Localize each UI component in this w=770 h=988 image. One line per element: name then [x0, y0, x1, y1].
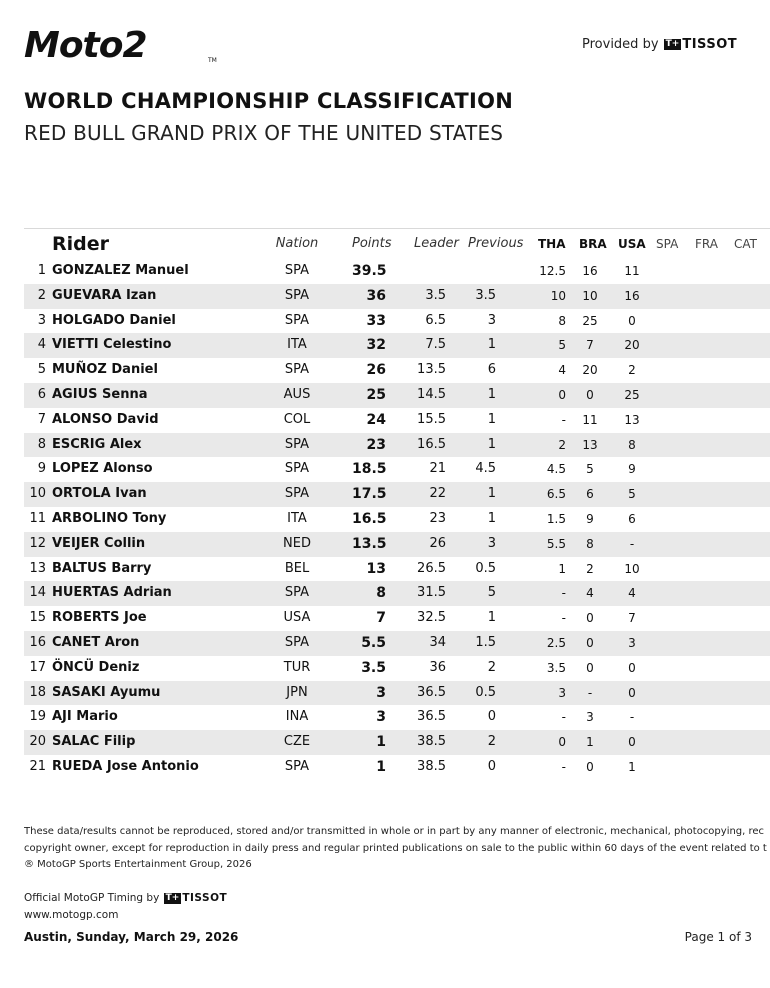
position: 8: [37, 436, 46, 452]
gap-to-previous: 6: [487, 362, 496, 378]
page-number: Page 1 of 3: [684, 930, 752, 944]
race-points-bra: 8: [586, 536, 594, 551]
race-points-bra: 16: [582, 264, 598, 278]
race-points-bra: 0: [586, 611, 594, 626]
race-points-usa: 13: [624, 412, 640, 427]
race-points-tha: 12.5: [539, 264, 566, 278]
position: 2: [37, 287, 46, 303]
gap-to-previous: 1: [487, 386, 496, 402]
race-points-bra: 20: [582, 363, 598, 378]
race-points-usa: 0: [628, 313, 636, 328]
header-race-usa: USA: [618, 237, 646, 251]
gap-to-leader: 16.5: [417, 436, 446, 452]
table-row: [24, 333, 770, 358]
points: 3: [376, 709, 386, 726]
position: 4: [37, 337, 46, 353]
race-points-bra: 11: [582, 412, 598, 427]
position: 3: [37, 312, 46, 328]
position: 12: [29, 535, 46, 551]
rider-name: ÖNCÜ Deniz: [52, 659, 140, 675]
tissot-logo-text: TISSOT: [682, 37, 738, 52]
rider-name: ALONSO David: [52, 411, 159, 427]
gap-to-previous: 2: [487, 659, 496, 675]
table-row: [24, 581, 770, 606]
position: 7: [37, 411, 46, 427]
points: 18.5: [352, 461, 387, 478]
nation: ITA: [287, 337, 307, 353]
race-points-tha: 1: [558, 561, 566, 576]
svg-text:TM: TM: [208, 57, 217, 64]
rider-name: HUERTAS Adrian: [52, 585, 172, 601]
official-timing-label: Official MotoGP Timing by: [24, 892, 160, 904]
points: 13: [366, 560, 386, 577]
gap-to-previous: 0.5: [475, 560, 496, 576]
position: 19: [29, 709, 46, 725]
rider-name: VEIJER Collin: [52, 535, 146, 551]
points: 8: [376, 585, 386, 602]
table-header: [24, 228, 770, 259]
race-points-bra: 4: [586, 586, 594, 601]
position: 15: [29, 610, 46, 626]
position: 13: [29, 560, 46, 576]
position: 20: [29, 734, 46, 750]
rider-name: GUEVARA Izan: [52, 287, 157, 303]
tissot-logo-mark: T+: [165, 892, 180, 903]
rider-name: SASAKI Ayumu: [52, 684, 161, 700]
header-nation: Nation: [275, 236, 319, 251]
race-points-usa: 11: [624, 264, 640, 278]
points: 24: [366, 411, 386, 428]
position: 5: [37, 362, 46, 378]
points: 3: [376, 684, 386, 701]
rider-name: ARBOLINO Tony: [52, 510, 167, 526]
race-points-usa: -: [629, 536, 635, 551]
points: 3.5: [361, 659, 386, 676]
points: 25: [366, 386, 386, 403]
position: 21: [29, 758, 46, 774]
table-row: [24, 309, 770, 334]
race-points-tha: 2.5: [546, 635, 566, 650]
race-points-usa: 9: [628, 462, 636, 477]
race-points-tha: -: [561, 759, 566, 774]
race-points-tha: -: [561, 710, 566, 725]
nation: SPA: [284, 312, 310, 328]
points: 17.5: [352, 486, 387, 503]
race-points-bra: 0: [586, 759, 594, 774]
position: 10: [29, 486, 46, 502]
position: 18: [29, 684, 46, 700]
race-points-usa: 3: [628, 635, 636, 650]
race-points-usa: 25: [624, 387, 640, 402]
rider-name: BALTUS Barry: [52, 560, 152, 576]
page-title: WORLD CHAMPIONSHIP CLASSIFICATION: [24, 89, 514, 113]
provided-by: [582, 37, 737, 52]
race-points-bra: 25: [582, 313, 598, 328]
race-points-usa: 16: [624, 288, 640, 303]
gap-to-leader: 13.5: [417, 362, 446, 378]
gap-to-leader: 36.5: [417, 684, 446, 700]
svg-text:Moto2: Moto2: [24, 26, 147, 64]
race-points-tha: 8: [558, 313, 566, 328]
nation: ITA: [287, 510, 307, 526]
official-timing: [24, 892, 227, 904]
table-row: [24, 656, 770, 681]
points: 16.5: [352, 510, 387, 527]
nation: JPN: [286, 684, 308, 700]
race-points-usa: -: [629, 710, 635, 725]
table-row: [24, 433, 770, 458]
race-points-bra: 0: [586, 635, 594, 650]
points: 36: [366, 287, 386, 304]
rider-name: VIETTI Celestino: [52, 337, 172, 353]
table-row: [24, 383, 770, 408]
race-points-bra: 7: [586, 338, 594, 353]
nation: COL: [283, 411, 311, 427]
nation: SPA: [284, 362, 310, 378]
nation: CZE: [283, 734, 311, 750]
nation: USA: [283, 610, 311, 626]
points: 39.5: [352, 263, 387, 279]
race-points-tha: -: [561, 586, 566, 601]
points: 26: [366, 362, 386, 379]
race-points-tha: 3.5: [546, 660, 566, 675]
table-row: [24, 681, 770, 706]
gap-to-leader: 34: [429, 634, 446, 650]
gap-to-previous: 4.5: [475, 461, 496, 477]
gap-to-leader: 26: [429, 535, 446, 551]
gap-to-previous: 0: [487, 758, 496, 774]
gap-to-leader: 14.5: [417, 386, 446, 402]
table-row: [24, 532, 770, 557]
rider-name: MUÑOZ Daniel: [52, 362, 158, 378]
points: 1: [376, 758, 386, 775]
gap-to-leader: 22: [429, 486, 446, 502]
gap-to-previous: 1: [487, 510, 496, 526]
race-points-tha: 1.5: [546, 511, 566, 526]
nation: NED: [283, 535, 311, 551]
race-points-usa: 4: [628, 586, 636, 601]
header-rider: Rider: [52, 233, 109, 255]
table-row: [24, 507, 770, 532]
race-points-usa: 8: [628, 437, 636, 452]
rider-name: LOPEZ Alonso: [52, 461, 153, 477]
nation: SPA: [284, 634, 310, 650]
race-points-bra: -: [587, 685, 593, 700]
race-points-tha: -: [561, 611, 566, 626]
rider-name: ROBERTS Joe: [52, 610, 147, 626]
header-race-bra: BRA: [579, 237, 607, 251]
race-points-tha: 4: [558, 363, 566, 378]
position: 16: [29, 634, 46, 650]
moto2-logo: [24, 26, 220, 64]
gap-to-previous: 3: [487, 312, 496, 328]
rider-name: ESCRIG Alex: [52, 436, 142, 452]
gap-to-previous: 3.5: [475, 287, 496, 303]
race-points-usa: 7: [628, 611, 636, 626]
gap-to-previous: 0.5: [475, 684, 496, 700]
event-date: Austin, Sunday, March 29, 2026: [24, 930, 239, 944]
header-points: Points: [352, 236, 392, 251]
race-points-bra: 9: [586, 511, 594, 526]
race-points-bra: 2: [586, 561, 594, 576]
table-row: [24, 557, 770, 582]
table-row: [24, 284, 770, 309]
nation: SPA: [284, 585, 310, 601]
disclaimer: [24, 824, 770, 874]
rider-name: GONZALEZ Manuel: [52, 263, 189, 278]
race-points-usa: 6: [628, 511, 636, 526]
gap-to-previous: 1.5: [475, 634, 496, 650]
race-points-usa: 0: [628, 685, 636, 700]
website-link[interactable]: www.motogp.com: [24, 909, 119, 921]
header-previous: Previous: [468, 236, 524, 251]
race-points-bra: 0: [586, 660, 594, 675]
copyright-line: ® MotoGP Sports Entertainment Group, 2026: [24, 859, 252, 870]
race-points-bra: 10: [582, 288, 598, 303]
gap-to-previous: 1: [487, 337, 496, 353]
nation: INA: [285, 709, 309, 725]
rider-name: RUEDA Jose Antonio: [52, 758, 199, 774]
gap-to-leader: 23: [429, 510, 446, 526]
race-points-tha: 10: [550, 288, 566, 303]
race-points-bra: 1: [586, 735, 594, 750]
gap-to-leader: 6.5: [425, 312, 446, 328]
race-points-tha: 5.5: [546, 536, 566, 551]
nation: SPA: [284, 287, 310, 303]
nation: SPA: [284, 436, 310, 452]
table-row: [24, 358, 770, 383]
classification-table: [24, 228, 770, 780]
table-row: [24, 606, 770, 631]
gap-to-previous: 1: [487, 486, 496, 502]
race-points-bra: 13: [582, 437, 598, 452]
race-points-tha: -: [561, 412, 566, 427]
rider-name: SALAC Filip: [52, 734, 136, 750]
points: 32: [366, 337, 386, 354]
race-points-bra: 6: [586, 487, 594, 502]
header-race-fra: FRA: [695, 237, 718, 251]
gap-to-leader: 36.5: [417, 709, 446, 725]
header-race-tha: THA: [538, 237, 566, 251]
race-points-usa: 10: [624, 561, 640, 576]
rider-name: ORTOLA Ivan: [52, 486, 147, 502]
tissot-logo-mark: T+: [665, 39, 680, 49]
gap-to-leader: 21: [429, 461, 446, 477]
points: 7: [376, 610, 386, 627]
rider-name: AJI Mario: [52, 709, 118, 725]
disclaimer-line: copyright owner, except for reproduction in daily press and regular printed publications on sale to the public within 60 days of the event related to t: [24, 842, 767, 854]
table-body: [24, 259, 770, 780]
race-points-tha: 0: [558, 735, 566, 750]
gap-to-leader: 15.5: [417, 411, 446, 427]
header-race-cat: CAT: [734, 237, 757, 251]
disclaimer-line: These data/results cannot be reproduced, stored and/or transmitted in whole or in part by any manner of electronic, mechanical, photocopying, rec: [24, 826, 765, 837]
rider-name: CANET Aron: [52, 634, 140, 650]
nation: SPA: [284, 263, 310, 278]
table-row: [24, 755, 770, 780]
gap-to-leader: 26.5: [417, 560, 446, 576]
position: 9: [37, 461, 46, 477]
race-points-usa: 0: [628, 660, 636, 675]
header-leader: Leader: [414, 236, 459, 251]
gap-to-leader: 38.5: [417, 758, 446, 774]
nation: BEL: [284, 560, 310, 576]
gap-to-previous: 0: [487, 709, 496, 725]
table-row: [24, 408, 770, 433]
table-row: [24, 730, 770, 755]
race-points-tha: 4.5: [546, 462, 566, 477]
race-points-tha: 2: [558, 437, 566, 452]
gap-to-leader: 3.5: [425, 287, 446, 303]
table-row: [24, 631, 770, 656]
gap-to-leader: 31.5: [417, 585, 446, 601]
race-points-tha: 0: [558, 387, 566, 402]
nation: SPA: [284, 486, 310, 502]
gap-to-leader: 7.5: [425, 337, 446, 353]
gap-to-previous: 3: [487, 535, 496, 551]
gap-to-previous: 1: [487, 610, 496, 626]
tissot-logo-text: TISSOT: [182, 892, 228, 904]
provided-by-label: Provided by: [582, 37, 659, 52]
rider-name: AGIUS Senna: [52, 386, 148, 402]
nation: SPA: [284, 461, 310, 477]
nation: TUR: [283, 659, 311, 675]
table-row: [24, 259, 770, 284]
points: 23: [366, 436, 386, 453]
gap-to-leader: 38.5: [417, 734, 446, 750]
race-points-usa: 1: [628, 759, 636, 774]
position: 14: [29, 585, 46, 601]
gap-to-leader: 32.5: [417, 610, 446, 626]
points: 13.5: [352, 535, 387, 552]
race-points-usa: 20: [624, 338, 640, 353]
race-points-tha: 3: [558, 685, 566, 700]
event-subtitle: RED BULL GRAND PRIX OF THE UNITED STATES: [24, 121, 504, 145]
table-row: [24, 482, 770, 507]
table-row: [24, 457, 770, 482]
race-points-tha: 6.5: [546, 487, 566, 502]
position: 6: [37, 386, 46, 402]
gap-to-previous: 1: [487, 411, 496, 427]
nation: AUS: [283, 386, 311, 402]
race-points-usa: 0: [628, 735, 636, 750]
race-points-bra: 0: [586, 387, 594, 402]
nation: SPA: [284, 758, 310, 774]
table-row: [24, 705, 770, 730]
points: 33: [366, 312, 386, 329]
points: 1: [376, 734, 386, 751]
gap-to-previous: 2: [487, 734, 496, 750]
race-points-usa: 2: [628, 363, 636, 378]
gap-to-previous: 5: [487, 585, 496, 601]
position: 1: [37, 263, 46, 278]
gap-to-leader: 36: [429, 659, 446, 675]
race-points-tha: 5: [558, 338, 566, 353]
header-race-spa: SPA: [656, 237, 679, 251]
rider-name: HOLGADO Daniel: [52, 312, 176, 328]
gap-to-previous: 1: [487, 436, 496, 452]
points: 5.5: [361, 634, 386, 651]
position: 11: [29, 510, 46, 526]
position: 17: [29, 659, 46, 675]
race-points-usa: 5: [628, 487, 636, 502]
race-points-bra: 3: [586, 710, 594, 725]
race-points-bra: 5: [586, 462, 594, 477]
